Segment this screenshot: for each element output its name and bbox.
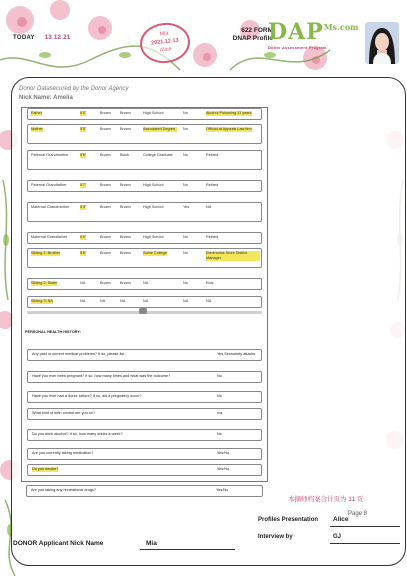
family-row — [27, 296, 262, 308]
alive-cell: No — [183, 235, 188, 239]
health-question-row — [26, 485, 263, 497]
height-cell: 6'0" — [80, 111, 87, 115]
height-cell: 5'3" — [80, 205, 87, 209]
notes-cell: Kids — [206, 281, 214, 285]
height-cell: 6'0" — [80, 235, 87, 239]
family-row — [27, 202, 262, 222]
height-cell: 5'5" — [80, 127, 87, 131]
interview-by-label: Interview by — [258, 534, 293, 540]
relation-cell: Sibling 3: NA — [31, 299, 53, 303]
eyes-cell: Brown — [100, 183, 111, 187]
family-row — [27, 150, 262, 170]
notes-cell: Electronics Store District Manager — [206, 251, 260, 261]
question-text: Do you smoke? — [32, 467, 59, 471]
alive-cell: No — [183, 127, 188, 131]
health-question-row — [27, 448, 262, 460]
page-count-note: 本摘师档案合计页为 11 页 — [288, 496, 364, 503]
answer-text: No — [217, 432, 222, 436]
height-cell: NA — [80, 299, 86, 303]
hair-cell: Brown — [120, 281, 131, 285]
eyes-cell: Brown — [100, 127, 111, 131]
logo-main: DAP — [268, 19, 324, 45]
seal-line-3: Alice — [159, 46, 172, 54]
family-row — [27, 278, 262, 290]
answer-text: Yes/No — [217, 467, 230, 471]
eyes-cell: Brown — [100, 281, 111, 285]
height-cell: NA — [80, 281, 86, 285]
education-cell: High School — [143, 235, 164, 239]
hair-cell: NA — [120, 299, 126, 303]
hair-cell: Brown — [120, 205, 131, 209]
question-text: Have you ever had a donor before? If so, did a pregnancy occur? — [32, 394, 142, 398]
family-row — [27, 248, 262, 268]
eyes-cell: Brown — [100, 153, 111, 157]
alive-cell: Yes — [183, 205, 190, 209]
question-text: Have you ever been pregnant? If so, how many times and what was the outcome? — [32, 374, 171, 378]
hair-cell: Brown — [120, 111, 131, 115]
alive-cell: No — [183, 251, 188, 255]
seal-line-1: Mia — [159, 30, 169, 38]
health-question-row — [27, 349, 262, 361]
question-text: Are you currently taking medication? — [32, 451, 94, 455]
notes-cell: Official at Appeals Law firm — [206, 127, 252, 131]
notes-cell: NA — [206, 205, 212, 209]
today-label: TODAY — [13, 35, 35, 41]
health-history-title: PERSONAL HEALTH HISTORY: — [25, 330, 81, 334]
relation-cell: Maternal Grandfather — [31, 235, 68, 239]
today-stamp — [13, 35, 70, 41]
notes-cell: Retired — [206, 235, 219, 239]
education-cell: NA — [143, 299, 149, 303]
applicant-nick-label: DONOR Applicant Nick Name — [13, 540, 104, 547]
hair-cell: Brown — [120, 251, 131, 255]
health-question-row — [27, 408, 262, 420]
alive-cell: No — [183, 183, 188, 187]
agency-line: Donor Datasecured by the Donor Agency — [19, 86, 129, 92]
health-question-row — [27, 371, 262, 383]
notes-cell: Alcohol Poisoning 11 years — [206, 111, 252, 115]
applicant-nick-value: Mia — [146, 540, 157, 547]
relation-cell: Mother — [31, 127, 43, 131]
answer-text: Yes/No — [217, 451, 230, 455]
education-cell: NA — [143, 281, 149, 285]
relation-cell: Sibling 2: Sister — [31, 281, 58, 285]
height-cell: 5'6" — [80, 153, 87, 157]
education-cell: High School — [143, 183, 164, 187]
hair-cell: Brown — [120, 183, 131, 187]
answer-text: Yes/No — [216, 488, 229, 492]
relation-cell: Maternal Grandmother — [31, 205, 70, 209]
eyes-cell: Brown — [100, 205, 111, 209]
family-row — [27, 232, 262, 244]
today-date: 13 12 21 — [44, 35, 71, 41]
profiles-underline — [330, 526, 400, 527]
profiles-presentation-value: Alice — [333, 516, 349, 523]
health-question-row — [27, 391, 262, 403]
eyes-cell: Brown — [100, 251, 111, 255]
hair-cell: Brown — [120, 235, 131, 239]
alive-cell: No — [183, 111, 188, 115]
answer-text: No — [217, 394, 222, 398]
notes-cell: Retired — [206, 153, 219, 157]
alive-cell: NA — [183, 299, 189, 303]
eyes-cell: NA — [100, 299, 106, 303]
education-cell: High School — [143, 205, 164, 209]
family-row — [27, 108, 262, 120]
answer-text: n/a — [217, 411, 223, 415]
form-title-line2: DNAP Profile — [232, 35, 273, 42]
education-cell: College Graduate — [143, 153, 173, 157]
divider-marker — [139, 308, 147, 314]
education-cell: Associated Degree — [143, 127, 176, 131]
relation-cell: Father — [31, 111, 42, 115]
notes-cell: Retired — [206, 183, 219, 187]
question-text: What kind of birth control are you on? — [32, 411, 96, 415]
logo-subtitle: Donor Assessment Program — [268, 45, 327, 50]
eyes-cell: Brown — [100, 111, 111, 115]
alive-cell: No — [183, 281, 188, 285]
family-row — [27, 180, 262, 192]
donor-avatar — [365, 22, 399, 64]
relation-cell: Sibling 1: Brother — [31, 251, 61, 255]
form-title — [203, 27, 273, 43]
applicant-underline — [140, 549, 235, 550]
alive-cell: No — [183, 153, 188, 157]
question-text: Are you taking any recreational drugs? — [31, 488, 97, 492]
height-cell: 5'8" — [80, 251, 87, 255]
hair-cell: Black — [120, 153, 130, 157]
relation-cell: Paternal Grandmother — [31, 153, 69, 157]
page-number: Page 8 — [348, 511, 368, 517]
height-cell: 5'7" — [80, 183, 87, 187]
answer-text: No — [217, 374, 222, 378]
form-title-line1: 622 FORM — [241, 27, 273, 34]
family-health-sheet — [21, 107, 268, 482]
question-text: Any past or current medical problems? If so, please list — [32, 352, 125, 356]
relation-cell: Paternal Grandfather — [31, 183, 67, 187]
notes-cell: NA — [206, 299, 212, 303]
health-question-row — [27, 429, 262, 441]
seal-line-2: 2021.12.13 — [150, 37, 179, 47]
logo-suffix: Ms.com — [323, 22, 359, 32]
profiles-presentation-label: Profiles Presentation — [258, 517, 319, 523]
eyes-cell: Brown — [100, 235, 111, 239]
education-cell: High School — [143, 111, 164, 115]
answer-text: Yes,Sensoriety attacks — [217, 352, 256, 356]
interview-underline — [330, 543, 400, 544]
health-question-row — [27, 464, 262, 476]
dap-logo — [268, 19, 363, 50]
hair-cell: Brown — [120, 127, 131, 131]
nick-name-line: Nick Name: Amelia — [19, 95, 73, 101]
question-text: Do you drink alcohol? If so, how many drinks a week? — [32, 432, 123, 436]
interview-by-value: GJ — [333, 534, 342, 540]
education-cell: Some College — [143, 251, 167, 255]
family-row — [27, 124, 262, 144]
